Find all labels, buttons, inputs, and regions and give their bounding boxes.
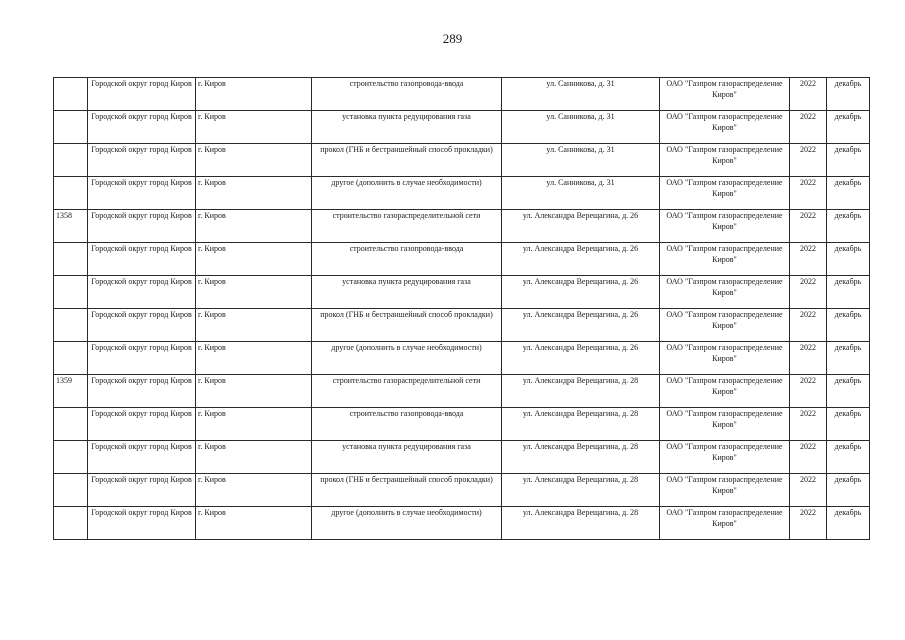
year-cell — [790, 342, 827, 375]
address-cell — [502, 177, 660, 210]
address-cell — [502, 375, 660, 408]
year-cell-text: 2022 — [800, 376, 816, 385]
organization-cell — [660, 144, 790, 177]
month-cell — [827, 243, 870, 276]
town-cell-text: г. Киров — [198, 376, 226, 385]
month-cell-text: декабрь — [834, 145, 862, 154]
organization-cell — [660, 474, 790, 507]
table-row — [54, 474, 870, 507]
organization-cell — [660, 210, 790, 243]
organization-cell-text: ОАО "Газпром газораспределение Киров" — [666, 79, 783, 99]
month-cell-text: декабрь — [834, 376, 862, 385]
town-cell — [196, 210, 312, 243]
month-cell — [827, 507, 870, 540]
municipality-cell-text: Городской округ город Киров — [91, 112, 192, 121]
municipality-cell — [88, 78, 196, 111]
work-type-cell-text: строительство газопровода-ввода — [349, 409, 464, 418]
month-cell — [827, 111, 870, 144]
month-cell — [827, 177, 870, 210]
municipality-cell — [88, 276, 196, 309]
month-cell-text: декабрь — [834, 442, 862, 451]
work-type-cell — [312, 210, 502, 243]
town-cell — [196, 111, 312, 144]
address-cell-text: ул. Александра Верещагина, д. 28 — [522, 409, 639, 418]
record-number — [54, 408, 88, 441]
month-cell — [827, 144, 870, 177]
town-cell — [196, 375, 312, 408]
address-cell-text: ул. Санникова, д. 31 — [546, 145, 615, 154]
work-type-cell — [312, 111, 502, 144]
record-number — [54, 243, 88, 276]
work-type-cell — [312, 342, 502, 375]
record-number — [54, 309, 88, 342]
address-cell — [502, 243, 660, 276]
work-type-cell — [312, 78, 502, 111]
month-cell — [827, 276, 870, 309]
address-cell-text: ул. Александра Верещагина, д. 28 — [522, 442, 639, 451]
municipality-cell — [88, 474, 196, 507]
record-number — [54, 210, 88, 243]
month-cell-text: декабрь — [834, 211, 862, 220]
work-type-cell-text: прокол (ГНБ и бестраншейный способ прокладки) — [320, 310, 493, 319]
work-type-cell — [312, 276, 502, 309]
year-cell-text: 2022 — [800, 475, 816, 484]
month-cell-text: декабрь — [834, 178, 862, 187]
municipality-cell-text: Городской округ город Киров — [91, 211, 192, 220]
work-type-cell-text: установка пункта редуцирования газа — [342, 112, 471, 121]
municipality-cell-text: Городской округ город Киров — [91, 343, 192, 352]
year-cell-text: 2022 — [800, 79, 816, 88]
address-cell-text: ул. Александра Верещагина, д. 28 — [522, 508, 639, 517]
town-cell-text: г. Киров — [198, 211, 226, 220]
month-cell-text: декабрь — [834, 409, 862, 418]
year-cell-text: 2022 — [800, 178, 816, 187]
record-number — [54, 111, 88, 144]
work-type-cell-text: прокол (ГНБ и бестраншейный способ прокладки) — [320, 475, 493, 484]
town-cell-text: г. Киров — [198, 112, 226, 121]
address-cell — [502, 78, 660, 111]
address-cell-text: ул. Александра Верещагина, д. 28 — [522, 376, 639, 385]
address-cell — [502, 474, 660, 507]
work-type-cell-text: строительство газораспределительной сети — [332, 376, 481, 385]
month-cell — [827, 375, 870, 408]
municipality-cell-text: Городской округ город Киров — [91, 376, 192, 385]
address-cell — [502, 408, 660, 441]
year-cell-text: 2022 — [800, 442, 816, 451]
municipality-cell-text: Городской округ город Киров — [91, 475, 192, 484]
municipality-cell — [88, 441, 196, 474]
organization-cell — [660, 78, 790, 111]
town-cell-text: г. Киров — [198, 508, 226, 517]
address-cell-text: ул. Санникова, д. 31 — [546, 79, 615, 88]
month-cell-text: декабрь — [834, 475, 862, 484]
organization-cell-text: ОАО "Газпром газораспределение Киров" — [666, 442, 783, 462]
organization-cell — [660, 309, 790, 342]
record-number — [54, 144, 88, 177]
month-cell-text: декабрь — [834, 244, 862, 253]
work-type-cell-text: другое (дополнить в случае необходимости) — [331, 508, 482, 517]
work-type-cell-text: прокол (ГНБ и бестраншейный способ прокладки) — [320, 145, 493, 154]
address-cell-text: ул. Санникова, д. 31 — [546, 178, 615, 187]
work-type-cell-text: установка пункта редуцирования газа — [342, 442, 471, 451]
page-number: 289 — [442, 31, 463, 46]
year-cell — [790, 507, 827, 540]
record-number — [54, 441, 88, 474]
town-cell-text: г. Киров — [198, 409, 226, 418]
record-number — [54, 375, 88, 408]
organization-cell-text: ОАО "Газпром газораспределение Киров" — [666, 145, 783, 165]
work-type-cell-text: установка пункта редуцирования газа — [342, 277, 471, 286]
table-row — [54, 177, 870, 210]
address-cell-text: ул. Александра Верещагина, д. 28 — [522, 475, 639, 484]
record-number — [54, 177, 88, 210]
organization-cell-text: ОАО "Газпром газораспределение Киров" — [666, 277, 783, 297]
municipality-cell — [88, 507, 196, 540]
town-cell-text: г. Киров — [198, 178, 226, 187]
month-cell — [827, 474, 870, 507]
organization-cell-text: ОАО "Газпром газораспределение Киров" — [666, 178, 783, 198]
municipality-cell — [88, 342, 196, 375]
month-cell-text: декабрь — [834, 343, 862, 352]
address-cell-text: ул. Александра Верещагина, д. 26 — [522, 277, 639, 286]
year-cell — [790, 111, 827, 144]
table-row — [54, 144, 870, 177]
municipality-cell-text: Городской округ город Киров — [91, 508, 192, 517]
town-cell-text: г. Киров — [198, 475, 226, 484]
address-cell-text: ул. Александра Верещагина, д. 26 — [522, 343, 639, 352]
town-cell-text: г. Киров — [198, 244, 226, 253]
table-row — [54, 210, 870, 243]
town-cell — [196, 441, 312, 474]
work-type-cell-text: строительство газопровода-ввода — [349, 244, 464, 253]
town-cell — [196, 276, 312, 309]
municipality-cell — [88, 309, 196, 342]
town-cell-text: г. Киров — [198, 79, 226, 88]
month-cell — [827, 78, 870, 111]
municipality-cell-text: Городской округ город Киров — [91, 310, 192, 319]
municipality-cell-text: Городской округ город Киров — [91, 409, 192, 418]
year-cell-text: 2022 — [800, 310, 816, 319]
organization-cell-text: ОАО "Газпром газораспределение Киров" — [666, 343, 783, 363]
work-type-cell — [312, 177, 502, 210]
town-cell-text: г. Киров — [198, 310, 226, 319]
organization-cell — [660, 243, 790, 276]
address-cell — [502, 111, 660, 144]
municipality-cell-text: Городской округ город Киров — [91, 178, 192, 187]
organization-cell-text: ОАО "Газпром газораспределение Киров" — [666, 244, 783, 264]
record-number-text: 1359 — [56, 376, 72, 385]
year-cell — [790, 408, 827, 441]
table-row — [54, 243, 870, 276]
month-cell — [827, 342, 870, 375]
register-table — [53, 77, 870, 540]
table-row — [54, 375, 870, 408]
municipality-cell-text: Городской округ город Киров — [91, 145, 192, 154]
year-cell-text: 2022 — [800, 211, 816, 220]
municipality-cell — [88, 375, 196, 408]
record-number — [54, 507, 88, 540]
work-type-cell-text: строительство газопровода-ввода — [349, 79, 464, 88]
organization-cell-text: ОАО "Газпром газораспределение Киров" — [666, 310, 783, 330]
year-cell-text: 2022 — [800, 145, 816, 154]
year-cell — [790, 144, 827, 177]
year-cell-text: 2022 — [800, 112, 816, 121]
town-cell-text: г. Киров — [198, 442, 226, 451]
year-cell — [790, 177, 827, 210]
organization-cell-text: ОАО "Газпром газораспределение Киров" — [666, 409, 783, 429]
year-cell — [790, 474, 827, 507]
address-cell — [502, 276, 660, 309]
work-type-cell — [312, 474, 502, 507]
town-cell — [196, 78, 312, 111]
year-cell — [790, 441, 827, 474]
organization-cell-text: ОАО "Газпром газораспределение Киров" — [666, 376, 783, 396]
record-number — [54, 342, 88, 375]
work-type-cell — [312, 507, 502, 540]
table-row — [54, 441, 870, 474]
year-cell-text: 2022 — [800, 244, 816, 253]
town-cell-text: г. Киров — [198, 343, 226, 352]
address-cell — [502, 441, 660, 474]
organization-cell-text: ОАО "Газпром газораспределение Киров" — [666, 112, 783, 132]
municipality-cell-text: Городской округ город Киров — [91, 277, 192, 286]
organization-cell-text: ОАО "Газпром газораспределение Киров" — [666, 508, 783, 528]
organization-cell — [660, 441, 790, 474]
organization-cell — [660, 111, 790, 144]
table-row — [54, 342, 870, 375]
work-type-cell — [312, 243, 502, 276]
record-number — [54, 78, 88, 111]
year-cell — [790, 78, 827, 111]
year-cell — [790, 243, 827, 276]
organization-cell — [660, 408, 790, 441]
municipality-cell — [88, 243, 196, 276]
work-type-cell-text: другое (дополнить в случае необходимости) — [331, 343, 482, 352]
record-number — [54, 474, 88, 507]
month-cell-text: декабрь — [834, 112, 862, 121]
address-cell — [502, 309, 660, 342]
organization-cell — [660, 507, 790, 540]
address-cell-text: ул. Александра Верещагина, д. 26 — [522, 310, 639, 319]
organization-cell-text: ОАО "Газпром газораспределение Киров" — [666, 211, 783, 231]
municipality-cell-text: Городской округ город Киров — [91, 442, 192, 451]
municipality-cell — [88, 111, 196, 144]
table-row — [54, 276, 870, 309]
year-cell-text: 2022 — [800, 409, 816, 418]
organization-cell — [660, 276, 790, 309]
address-cell — [502, 144, 660, 177]
town-cell — [196, 243, 312, 276]
town-cell — [196, 177, 312, 210]
table-row — [54, 309, 870, 342]
municipality-cell — [88, 177, 196, 210]
year-cell-text: 2022 — [800, 343, 816, 352]
work-type-cell — [312, 441, 502, 474]
town-cell — [196, 474, 312, 507]
month-cell-text: декабрь — [834, 508, 862, 517]
town-cell — [196, 408, 312, 441]
year-cell — [790, 210, 827, 243]
month-cell — [827, 408, 870, 441]
work-type-cell — [312, 375, 502, 408]
table-row — [54, 507, 870, 540]
year-cell-text: 2022 — [800, 277, 816, 286]
municipality-cell — [88, 210, 196, 243]
organization-cell — [660, 177, 790, 210]
record-number-text: 1358 — [56, 211, 72, 220]
address-cell — [502, 210, 660, 243]
address-cell-text: ул. Санникова, д. 31 — [546, 112, 615, 121]
month-cell-text: декабрь — [834, 310, 862, 319]
town-cell-text: г. Киров — [198, 277, 226, 286]
year-cell — [790, 309, 827, 342]
year-cell — [790, 375, 827, 408]
year-cell-text: 2022 — [800, 508, 816, 517]
address-cell — [502, 342, 660, 375]
work-type-cell — [312, 309, 502, 342]
organization-cell — [660, 375, 790, 408]
register-rows — [54, 78, 870, 540]
municipality-cell — [88, 144, 196, 177]
town-cell — [196, 144, 312, 177]
work-type-cell — [312, 408, 502, 441]
record-number — [54, 276, 88, 309]
month-cell — [827, 309, 870, 342]
work-type-cell-text: другое (дополнить в случае необходимости) — [331, 178, 482, 187]
town-cell — [196, 309, 312, 342]
month-cell — [827, 441, 870, 474]
address-cell-text: ул. Александра Верещагина, д. 26 — [522, 244, 639, 253]
municipality-cell — [88, 408, 196, 441]
town-cell — [196, 507, 312, 540]
table-row — [54, 111, 870, 144]
organization-cell-text: ОАО "Газпром газораспределение Киров" — [666, 475, 783, 495]
table-row — [54, 408, 870, 441]
town-cell — [196, 342, 312, 375]
work-type-cell — [312, 144, 502, 177]
address-cell-text: ул. Александра Верещагина, д. 26 — [522, 211, 639, 220]
town-cell-text: г. Киров — [198, 145, 226, 154]
year-cell — [790, 276, 827, 309]
work-type-cell-text: строительство газораспределительной сети — [332, 211, 481, 220]
month-cell — [827, 210, 870, 243]
organization-cell — [660, 342, 790, 375]
month-cell-text: декабрь — [834, 277, 862, 286]
address-cell — [502, 507, 660, 540]
month-cell-text: декабрь — [834, 79, 862, 88]
municipality-cell-text: Городской округ город Киров — [91, 79, 192, 88]
table-row — [54, 78, 870, 111]
municipality-cell-text: Городской округ город Киров — [91, 244, 192, 253]
